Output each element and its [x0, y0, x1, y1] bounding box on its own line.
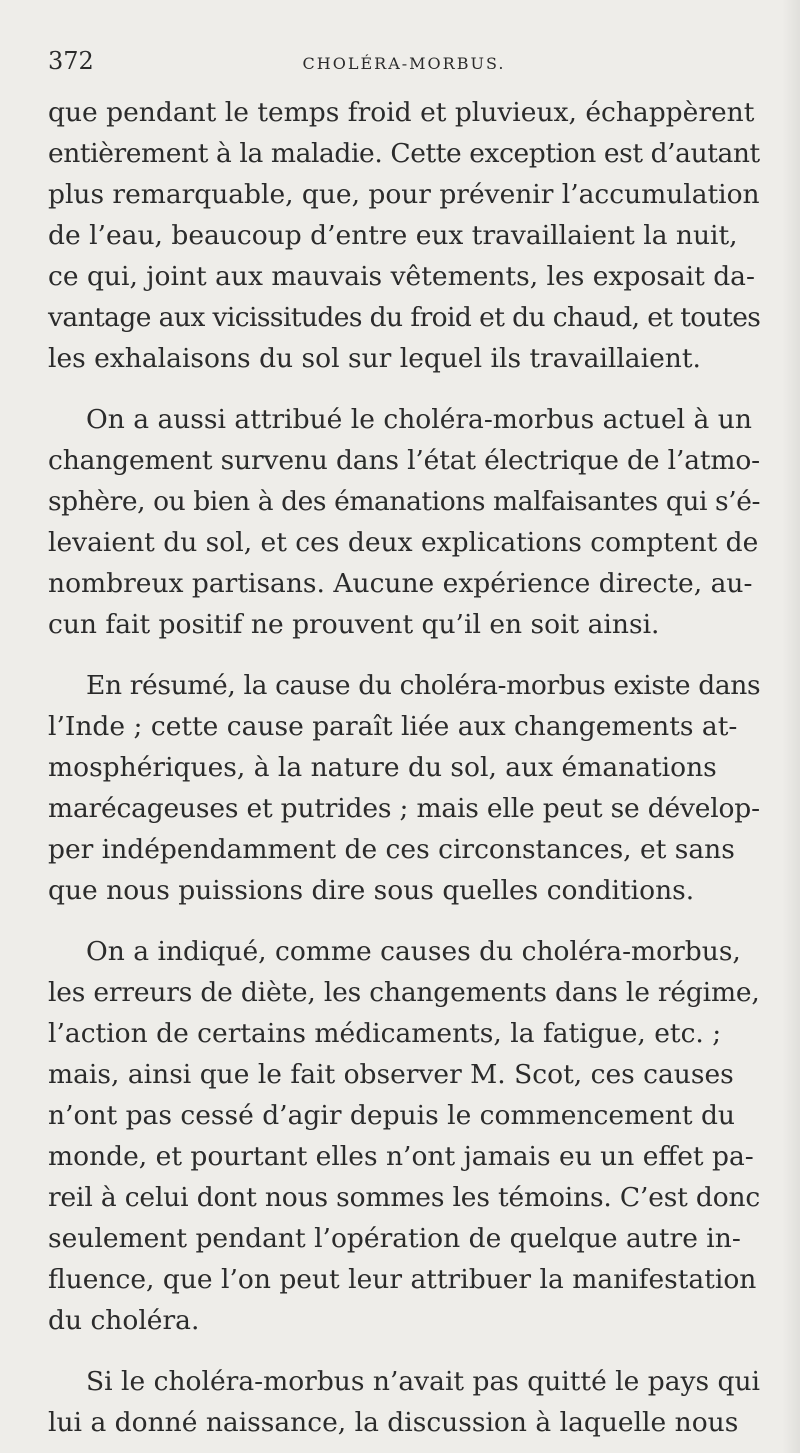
text-line: On a aussi attribué le choléra-morbus actuel à un [86, 404, 752, 435]
text-line: seulement pendant l’opération de quelque autre in- [48, 1223, 741, 1254]
running-title: CHOLÉRA-MORBUS. [302, 54, 506, 73]
text-line: En résumé, la cause du choléra-morbus existe dans [86, 670, 761, 701]
text-line: reil à celui dont nous sommes les témoins. C’est donc [48, 1182, 761, 1213]
paragraph [48, 1361, 760, 1443]
paragraph [48, 931, 760, 1341]
running-head [48, 43, 760, 79]
text-line: per indépendamment de ces circonstances, et sans [48, 834, 735, 865]
paragraph [48, 92, 760, 379]
text-line: du choléra. [48, 1305, 200, 1336]
text-line: vantage aux vicissitudes du froid et du chaud, et toutes [48, 302, 761, 333]
text-line: mosphériques, à la nature du sol, aux émanations [48, 752, 717, 783]
text-line: que pendant le temps froid et pluvieux, échappèrent [48, 97, 755, 128]
text-line: l’Inde ; cette cause paraît liée aux changements at- [48, 711, 738, 742]
text-line: ce qui, joint aux mauvais vêtements, les exposait da- [48, 261, 755, 292]
page-number: 372 [48, 47, 94, 75]
paragraph [48, 399, 760, 645]
text-line: nombreux partisans. Aucune expérience directe, au- [48, 568, 753, 599]
text-line: que nous puissions dire sous quelles conditions. [48, 875, 695, 906]
text-line: Si le choléra-morbus n’avait pas quitté le pays qui [86, 1366, 761, 1397]
text-line: les erreurs de diète, les changements dans le régime, [48, 977, 760, 1008]
text-line: entièrement à la maladie. Cette exception est d’autant [48, 138, 760, 169]
text-line: mais, ainsi que le fait observer M. Scot, ces causes [48, 1059, 734, 1090]
body-text [48, 92, 760, 1443]
text-line: levaient du sol, et ces deux explications comptent de [48, 527, 759, 558]
text-line: l’action de certains médicaments, la fatigue, etc. ; [48, 1018, 722, 1049]
paragraph [48, 665, 760, 911]
text-line: plus remarquable, que, pour prévenir l’accumulation [48, 179, 760, 210]
text-line: monde, et pourtant elles n’ont jamais eu un effet pa- [48, 1141, 754, 1172]
text-line: n’ont pas cessé d’agir depuis le commencement du [48, 1100, 735, 1131]
text-line: On a indiqué, comme causes du choléra-morbus, [86, 936, 741, 967]
text-line: cun fait positif ne prouvent qu’il en soit ainsi. [48, 609, 660, 640]
text-line: lui a donné naissance, la discussion à laquelle nous [48, 1407, 739, 1438]
text-line: de l’eau, beaucoup d’entre eux travaillaient la nuit, [48, 220, 738, 251]
text-line: les exhalaisons du sol sur lequel ils travaillaient. [48, 343, 701, 374]
text-line: sphère, ou bien à des émanations malfaisantes qui s’é- [48, 486, 761, 517]
text-line: marécageuses et putrides ; mais elle peut se dévelop- [48, 793, 760, 824]
text-line: fluence, que l’on peut leur attribuer la manifestation [48, 1264, 757, 1295]
text-line: changement survenu dans l’état électrique de l’atmo- [48, 445, 760, 476]
